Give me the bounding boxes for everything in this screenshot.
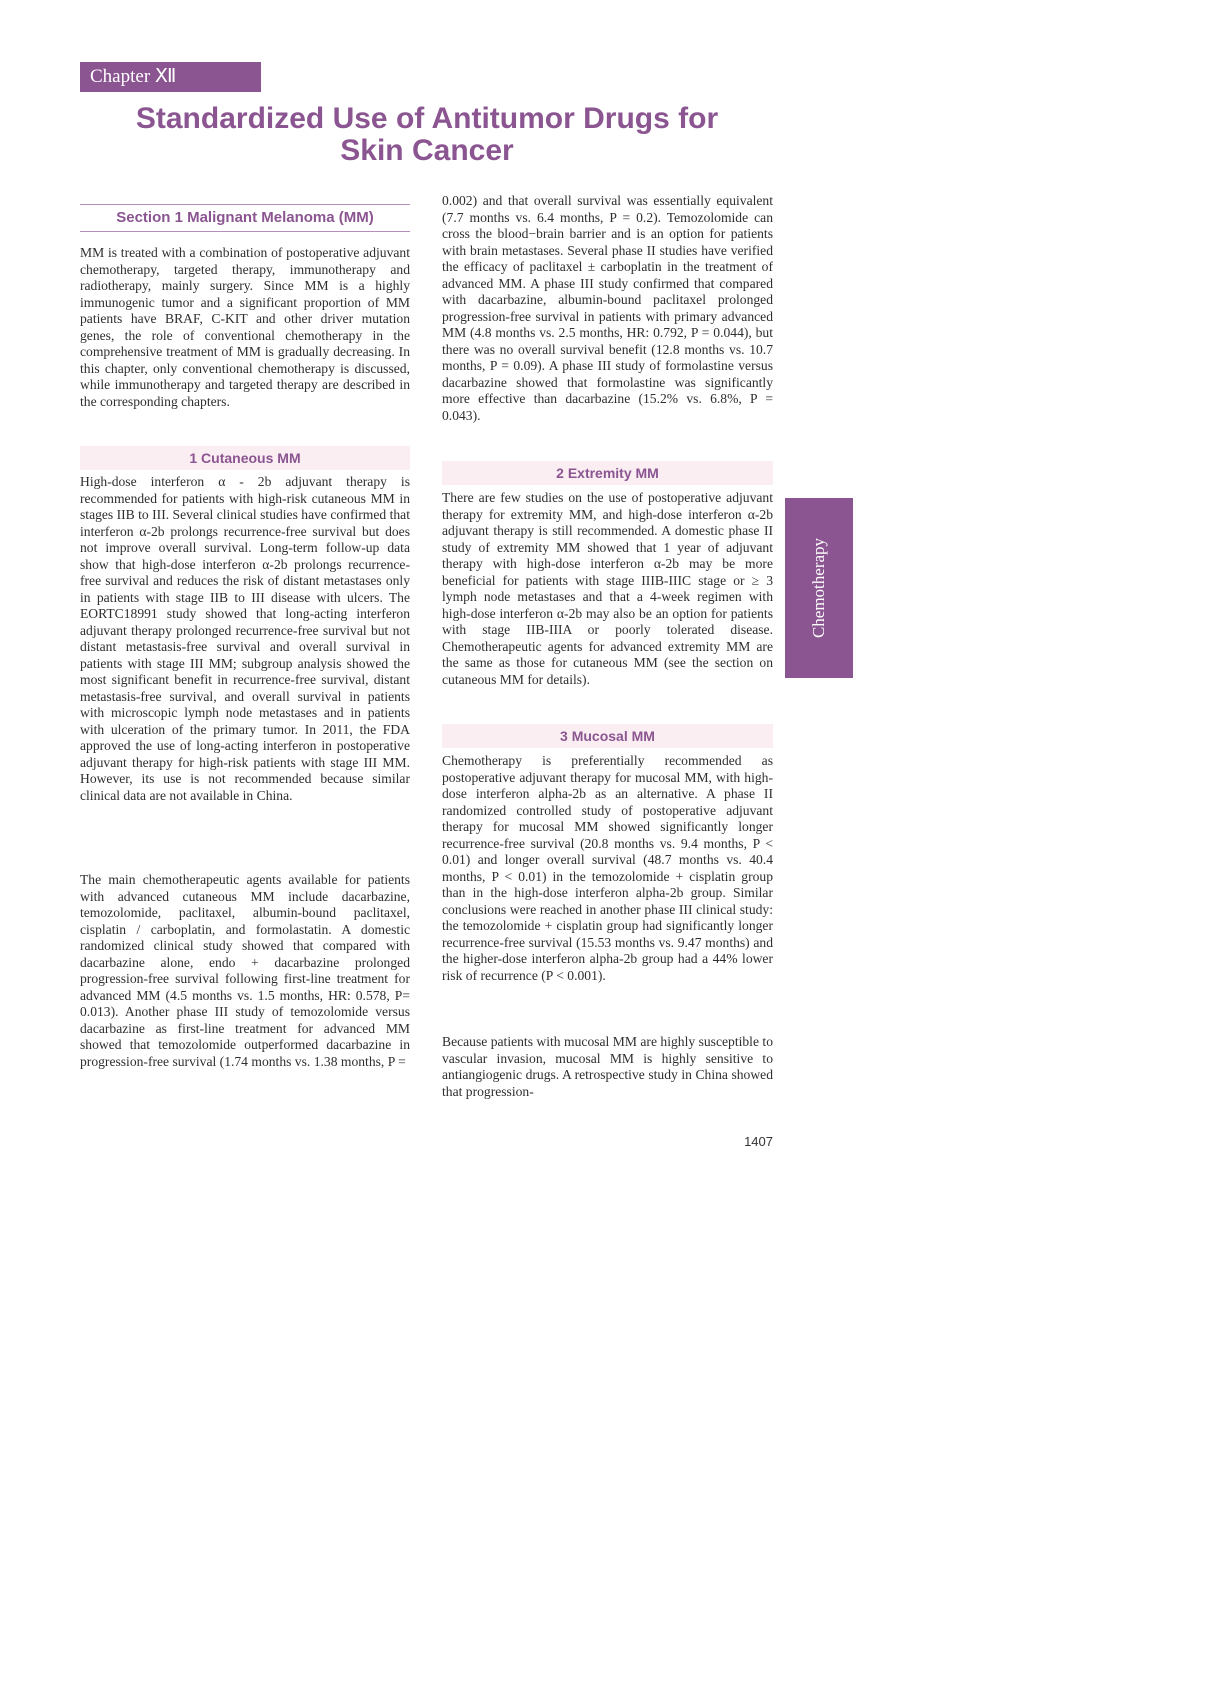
subsection-heading-cutaneous: 1 Cutaneous MM [80, 446, 410, 470]
mucosal-paragraph-2: Because patients with mucosal MM are highly susceptible to vascular invasion, mucosal MM is highly sensitive to antiangiogenic drugs. A retrospective study in China showed that progression- [442, 1034, 773, 1099]
cutaneous-paragraph-1: High-dose interferon α - 2b adjuvant therapy is recommended for patients with high-risk cutaneous MM in stages IIB to III. Several clinical studies have confirmed that interferon α-2b prolongs recurrence-free survival but does not improve overall survival. Long-term follow-up data show that high-dose interferon α-2b prolongs recurrence-free survival and reduces the risk of distant metastases only in patients with stage IIB to III disease with ulcers. The EORTC18991 study showed that long-acting interferon adjuvant therapy prolonged recurrence-free survival but not distant metastasis-free survival and overall survival in patients with stage III MM; subgroup analysis showed the most significant benefit in recurrence-free survival, distant metastasis-free survival, and overall survival in patients with microscopic lymph node metastases and in patients with ulceration of the primary tumor. In 2011, the FDA approved the use of long-acting interferon in postoperative adjuvant therapy for high-risk patients with stage III MM. However, its use is not recommended because similar clinical data are not available in China. [80, 474, 410, 803]
section-heading: Section 1 Malignant Melanoma (MM) [80, 204, 410, 232]
cutaneous-paragraph-3: 0.002) and that overall survival was essentially equivalent (7.7 months vs. 6.4 months, P = 0.2). Temozolomide can cross the blood−brain barrier and is an option for patients with brain metastases. Several phase II studies have verified the efficacy of paclitaxel ± carboplatin in the treatment of advanced MM. A phase III study confirmed that compared with dacarbazine, albumin-bound paclitaxel prolonged progression-free survival in patients with primary advanced MM (4.8 months vs. 2.5 months, HR: 0.792, P = 0.044), but there was no overall survival benefit (12.8 months vs. 10.7 months, P = 0.09). A phase III study of formolastine versus dacarbazine showed that formolastine was significantly more effective than dacarbazine (15.2% vs. 6.8%, P = 0.043). [442, 193, 773, 423]
chapter-label: Chapter Ⅻ [80, 62, 261, 92]
side-tab [785, 498, 853, 678]
title-line-1: Standardized Use of Antitumor Drugs for [135, 102, 719, 135]
mucosal-paragraph-1: Chemotherapy is preferentially recommended as postoperative adjuvant therapy for mucosal MM, with high-dose interferon alpha-2b as an alternative. A phase II randomized controlled study of postoperative adjuvant therapy for mucosal MM showed significantly longer recurrence-free survival (20.8 months vs. 9.4 months, P < 0.01) and longer overall survival (48.7 months vs. 40.4 months, P < 0.01) in the temozolomide + cisplatin group than in the high-dose interferon alpha-2b group. Similar conclusions were reached in another phase III clinical study: the temozolomide + cisplatin group had significantly longer recurrence-free survival (15.53 months vs. 9.47 months) and the higher-dose interferon alpha-2b group had a 44% lower risk of recurrence (P < 0.001). [442, 753, 773, 983]
subsection-heading-extremity: 2 Extremity MM [442, 461, 773, 485]
subsection-heading-mucosal: 3 Mucosal MM [442, 724, 773, 748]
page-number: 1407 [744, 1134, 773, 1149]
section-intro-paragraph: MM is treated with a combination of postoperative adjuvant chemotherapy, targeted therapy, immunotherapy and radiotherapy, mainly surgery. Since MM is a highly immunogenic tumor and a significant proportion of MM patients have BRAF, C-KIT and other driver mutation genes, the role of conventional chemotherapy in the comprehensive treatment of MM is gradually decreasing. In this chapter, only conventional chemotherapy is discussed, while immunotherapy and targeted therapy are described in the corresponding chapters. [80, 245, 410, 409]
cutaneous-paragraph-2: The main chemotherapeutic agents available for patients with advanced cutaneous MM include dacarbazine, temozolomide, paclitaxel, albumin-bound paclitaxel, cisplatin / carboplatin, and formolastatin. A domestic randomized clinical study showed that compared with dacarbazine alone, endo + dacarbazine prolonged progression-free survival following first-line treatment for advanced MM (4.5 months vs. 1.5 months, HR: 0.578, P= 0.013). Another phase III study of temozolomide versus dacarbazine as first-line treatment for advanced MM showed that temozolomide outperformed dacarbazine in progression-free survival (1.74 months vs. 1.38 months, P = [80, 872, 410, 1069]
extremity-paragraph-1: There are few studies on the use of postoperative adjuvant therapy for extremity MM, and high-dose interferon α-2b adjuvant therapy is still recommended. A domestic phase II study of extremity MM showed that 1 year of adjuvant therapy with high-dose interferon α-2b may be more beneficial for patients with stage IIIB-IIIC stage or ≥ 3 lymph node metastases and that a 4-week regimen with high-dose interferon α-2b may also be an option for patients with stage IIB-IIIA or poorly tolerated disease. Chemotherapeutic agents for advanced extremity MM are the same as those for cutaneous MM (see the section on cutaneous MM for details). [442, 490, 773, 687]
page-title [80, 103, 774, 167]
title-line-2: Skin Cancer [340, 134, 514, 167]
side-tab-label: Chemotherapy [809, 537, 828, 639]
